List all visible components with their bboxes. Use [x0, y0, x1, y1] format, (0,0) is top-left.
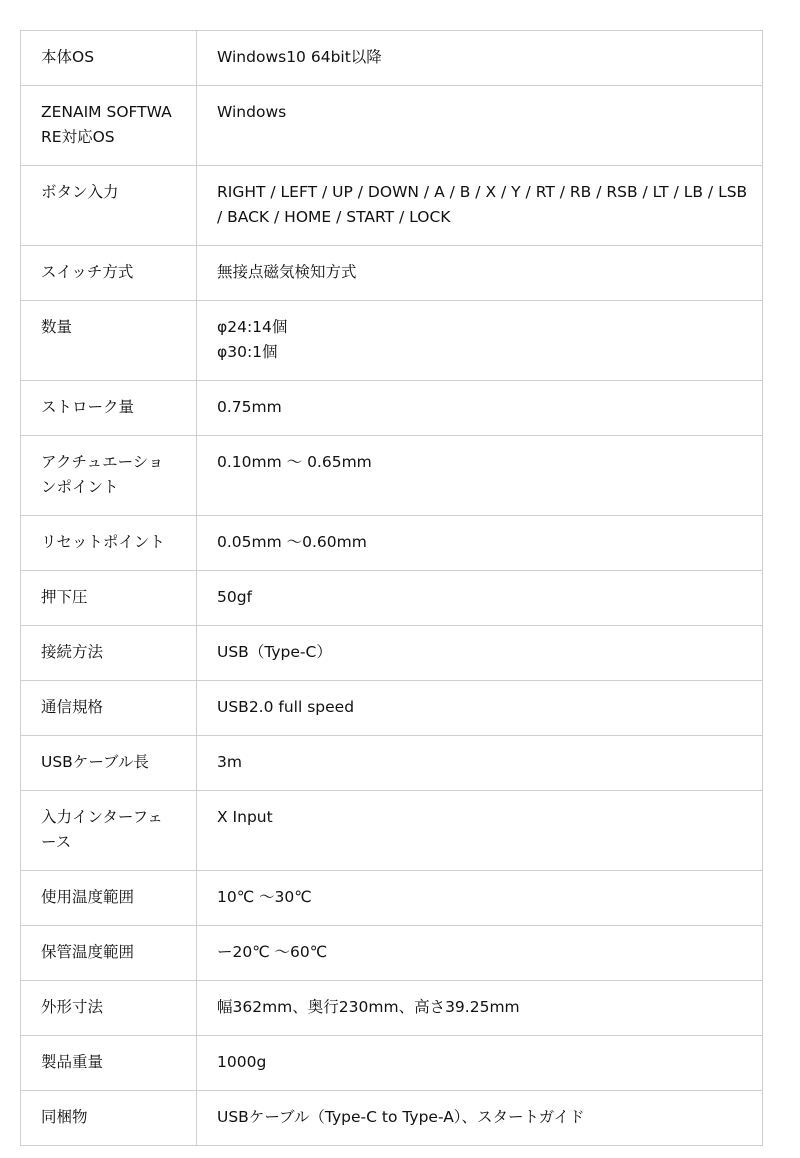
spec-row-dimensions — [21, 981, 763, 1036]
spec-row-os — [21, 31, 763, 86]
spec-value: 1000g — [197, 1036, 763, 1091]
spec-value: 10℃ 〜30℃ — [197, 871, 763, 926]
spec-value: 0.05mm 〜0.60mm — [197, 516, 763, 571]
spec-value: 0.10mm 〜 0.65mm — [197, 436, 763, 516]
spec-row-connection — [21, 626, 763, 681]
spec-label: ZENAIM SOFTWARE対応OS — [21, 86, 197, 166]
spec-row-storage-temp — [21, 926, 763, 981]
spec-row-actuation-force — [21, 571, 763, 626]
spec-label: 接続方法 — [21, 626, 197, 681]
spec-row-package-contents — [21, 1091, 763, 1146]
spec-value: 50gf — [197, 571, 763, 626]
spec-value: 0.75mm — [197, 381, 763, 436]
spec-label: 数量 — [21, 301, 197, 381]
spec-table — [20, 30, 763, 1146]
spec-label: 通信規格 — [21, 681, 197, 736]
spec-label: 押下圧 — [21, 571, 197, 626]
spec-label: 入力インターフェース — [21, 791, 197, 871]
spec-row-switch-type — [21, 246, 763, 301]
spec-label: ストローク量 — [21, 381, 197, 436]
spec-table-body — [21, 31, 763, 1146]
spec-value-line: φ24:14個 — [217, 318, 288, 336]
spec-row-button-input — [21, 166, 763, 246]
spec-row-reset-point — [21, 516, 763, 571]
spec-label: 同梱物 — [21, 1091, 197, 1146]
spec-label: リセットポイント — [21, 516, 197, 571]
spec-value: USB（Type-C） — [197, 626, 763, 681]
spec-label: 外形寸法 — [21, 981, 197, 1036]
spec-value: Windows — [197, 86, 763, 166]
spec-row-operating-temp — [21, 871, 763, 926]
spec-row-software-os — [21, 86, 763, 166]
spec-value: 幅362mm、奥行230mm、高さ39.25mm — [197, 981, 763, 1036]
spec-row-actuation-point — [21, 436, 763, 516]
spec-label: 本体OS — [21, 31, 197, 86]
spec-value: ー20℃ 〜60℃ — [197, 926, 763, 981]
spec-value: USB2.0 full speed — [197, 681, 763, 736]
spec-label: アクチュエーションポイント — [21, 436, 197, 516]
spec-row-quantity — [21, 301, 763, 381]
spec-value: RIGHT / LEFT / UP / DOWN / A / B / X / Y / RT / RB / RSB / LT / LB / LSB / BACK / HOME / START / LOCK — [197, 166, 763, 246]
spec-label: ボタン入力 — [21, 166, 197, 246]
spec-label: 製品重量 — [21, 1036, 197, 1091]
spec-value-line: φ30:1個 — [217, 343, 278, 361]
spec-value: 無接点磁気検知方式 — [197, 246, 763, 301]
spec-value — [197, 301, 763, 381]
spec-row-input-interface — [21, 791, 763, 871]
spec-row-weight — [21, 1036, 763, 1091]
spec-row-stroke — [21, 381, 763, 436]
spec-row-cable-length — [21, 736, 763, 791]
spec-label: 使用温度範囲 — [21, 871, 197, 926]
spec-label: スイッチ方式 — [21, 246, 197, 301]
spec-label: USBケーブル長 — [21, 736, 197, 791]
spec-value: USBケーブル（Type-C to Type-A）、スタートガイド — [197, 1091, 763, 1146]
spec-value: Windows10 64bit以降 — [197, 31, 763, 86]
spec-row-protocol — [21, 681, 763, 736]
spec-label: 保管温度範囲 — [21, 926, 197, 981]
spec-value: X Input — [197, 791, 763, 871]
spec-value: 3m — [197, 736, 763, 791]
